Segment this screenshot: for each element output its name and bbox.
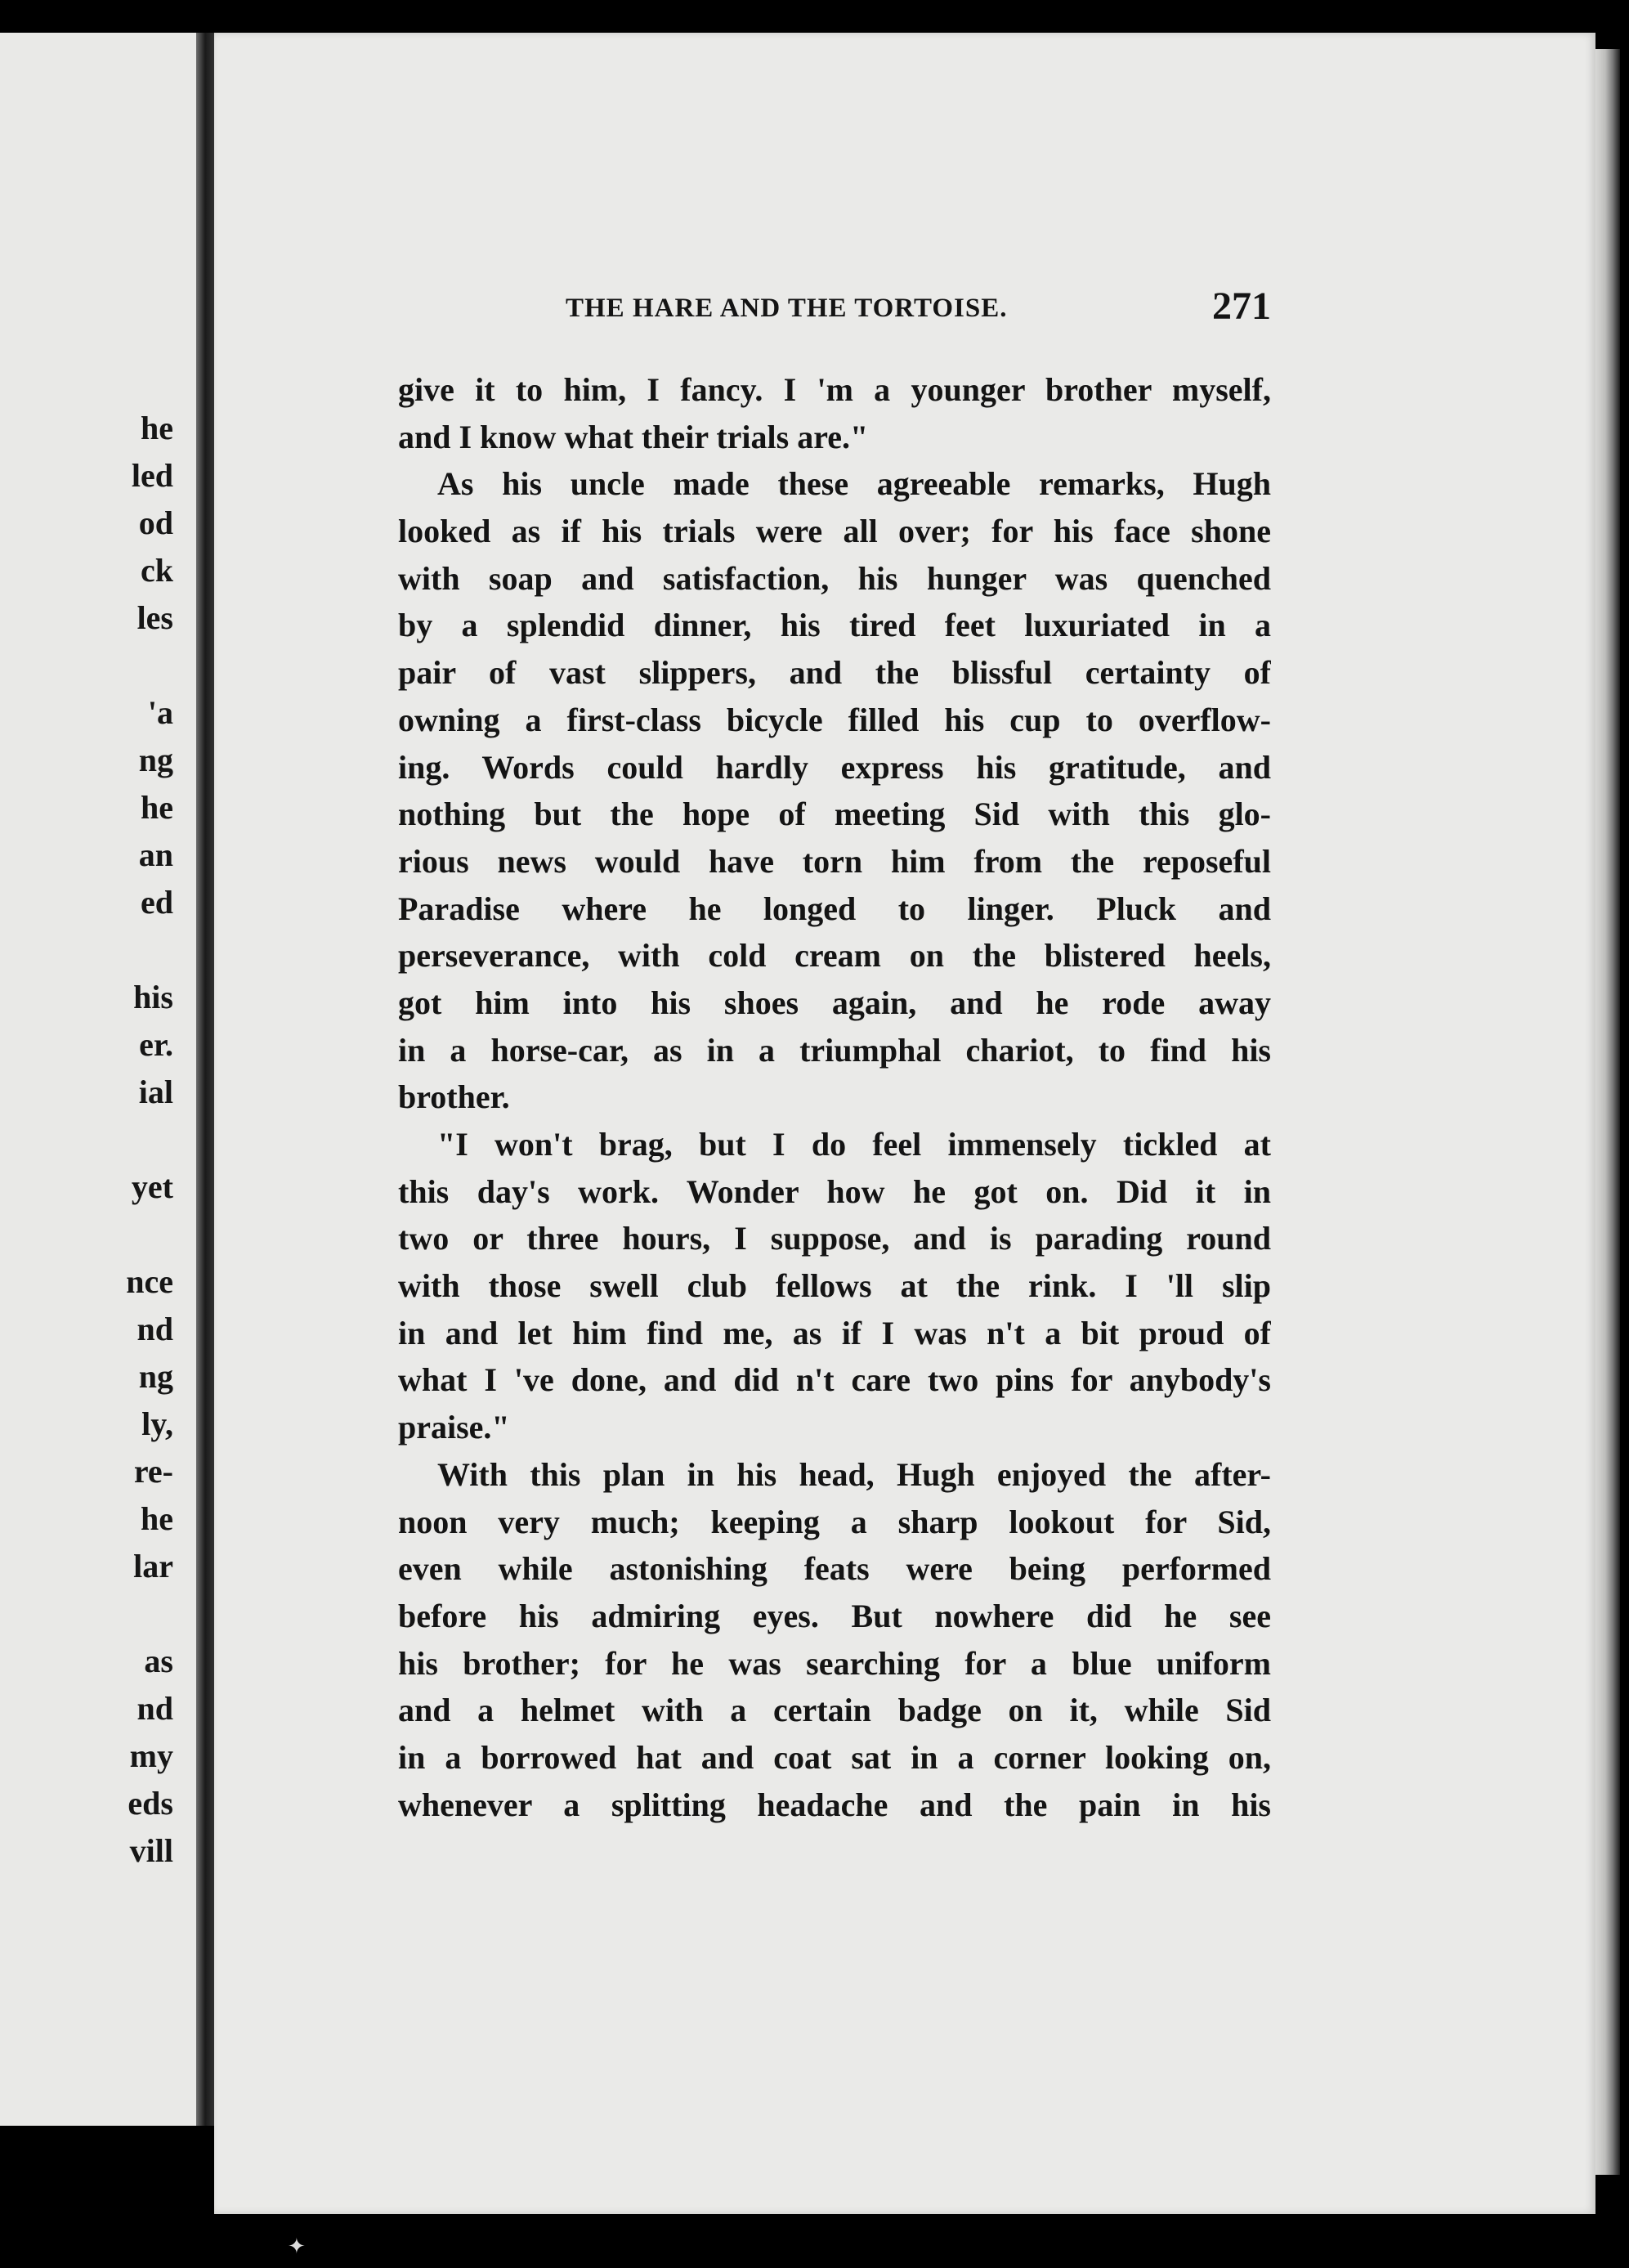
text-line: ing. Words could hardly express his gratitude, and <box>398 748 1271 786</box>
text-line: pair of vast slippers, and the blissful certainty of <box>398 654 1271 692</box>
text-line: nothing but the hope of meeting Sid with this glo- <box>398 796 1271 833</box>
running-head <box>398 284 1271 333</box>
text-line: even while astonishing feats were being performed <box>398 1550 1271 1588</box>
text-line: "I won't brag, but I do feel immensely tickled at <box>437 1126 1271 1163</box>
text-line: in a borrowed hat and coat sat in a corner looking on, <box>398 1738 1271 1776</box>
text-line: his brother; for he was searching for a blue uniform <box>398 1644 1271 1682</box>
left-page-fragment: nd <box>136 1311 173 1347</box>
left-page-fragment: yet <box>131 1168 173 1205</box>
left-page-fragment: vill <box>129 1832 173 1869</box>
page-stack-edge <box>1595 49 1620 2175</box>
left-page-fragment: ly, <box>141 1405 173 1442</box>
left-page-fragment: nce <box>126 1263 173 1300</box>
running-title: THE HARE AND THE TORTOISE. <box>566 294 1008 323</box>
text-line: perseverance, with cold cream on the blistered heels, <box>398 937 1271 975</box>
left-page-fragment <box>126 1116 173 1163</box>
text-line: with those swell club fellows at the rink. I 'll slip <box>398 1267 1271 1305</box>
left-page-fragment <box>126 926 173 974</box>
left-page-fragment: ial <box>138 1073 173 1110</box>
left-page-fragment: ed <box>141 884 173 921</box>
text-line: and I know what their trials are." <box>398 418 869 455</box>
left-page-fragment: led <box>131 457 173 494</box>
text-line: whenever a splitting headache and the pain in his <box>398 1786 1271 1823</box>
text-line: by a splendid dinner, his tired feet luxuriated in a <box>398 607 1271 644</box>
left-page-fragment: ng <box>138 1358 173 1395</box>
left-page-fragment: an <box>138 836 173 873</box>
left-page-fragment: eds <box>128 1785 173 1822</box>
left-page-fragment <box>126 642 173 689</box>
text-line: looked as if his trials were all over; for his face shone <box>398 513 1271 550</box>
left-page-fragment: les <box>136 599 173 636</box>
left-page-fragment: od <box>138 504 173 541</box>
body-text <box>398 366 1271 1828</box>
text-line: owning a first-class bicycle filled his cup to overflow- <box>398 701 1271 738</box>
left-facing-page <box>0 33 196 2126</box>
text-line: rious news would have torn him from the reposeful <box>398 842 1271 880</box>
left-page-fragment: er. <box>139 1026 173 1063</box>
text-line: Paradise where he longed to linger. Pluck and <box>398 890 1271 927</box>
text-line: got him into his shoes again, and he rode away <box>398 984 1271 1021</box>
left-page-fragment: his <box>133 979 173 1015</box>
left-page-fragment: lar <box>133 1548 173 1584</box>
left-page-fragment: nd <box>136 1690 173 1727</box>
text-line: with soap and satisfaction, his hunger was quenched <box>398 559 1271 597</box>
page-number: 271 <box>1212 285 1271 328</box>
left-page-fragment: my <box>129 1737 173 1774</box>
left-page-fragment: ck <box>141 552 173 589</box>
left-page-fragment: ng <box>138 742 173 778</box>
text-line: noon very much; keeping a sharp lookout for Sid, <box>398 1503 1271 1540</box>
left-page-fragment: he <box>141 1500 173 1537</box>
text-line: before his admiring eyes. But nowhere did he see <box>398 1597 1271 1634</box>
text-line: As his uncle made these agreeable remarks, Hugh <box>437 465 1271 503</box>
left-page-fragment <box>126 1211 173 1258</box>
left-page-fragment: as <box>144 1643 173 1679</box>
text-line: this day's work. Wonder how he got on. Did it in <box>398 1172 1271 1210</box>
left-page-fragment: 'a <box>147 694 173 731</box>
text-line: in a horse-car, as in a triumphal chariot, to find his <box>398 1031 1271 1069</box>
text-line: two or three hours, I suppose, and is parading round <box>398 1220 1271 1257</box>
text-line: and a helmet with a certain badge on it, while Sid <box>398 1692 1271 1729</box>
left-page-fragment: re- <box>133 1453 173 1490</box>
text-line: what I 've done, and did n't care two pins for anybody's <box>398 1361 1271 1399</box>
text-line: praise." <box>398 1409 510 1446</box>
left-page-fragment: he <box>141 410 173 446</box>
scan-speck: ✦ <box>288 2234 306 2259</box>
text-line: give it to him, I fancy. I 'm a younger brother myself, <box>398 371 1271 408</box>
text-line: brother. <box>398 1078 510 1116</box>
text-line: With this plan in his head, Hugh enjoyed the after- <box>437 1455 1271 1493</box>
book-gutter <box>196 33 214 2126</box>
left-page-fragment <box>126 1590 173 1638</box>
left-page-text-fragments <box>126 405 173 1875</box>
text-line: in and let him find me, as if I was n't a bit proud of <box>398 1314 1271 1351</box>
left-page-fragment: he <box>141 789 173 826</box>
